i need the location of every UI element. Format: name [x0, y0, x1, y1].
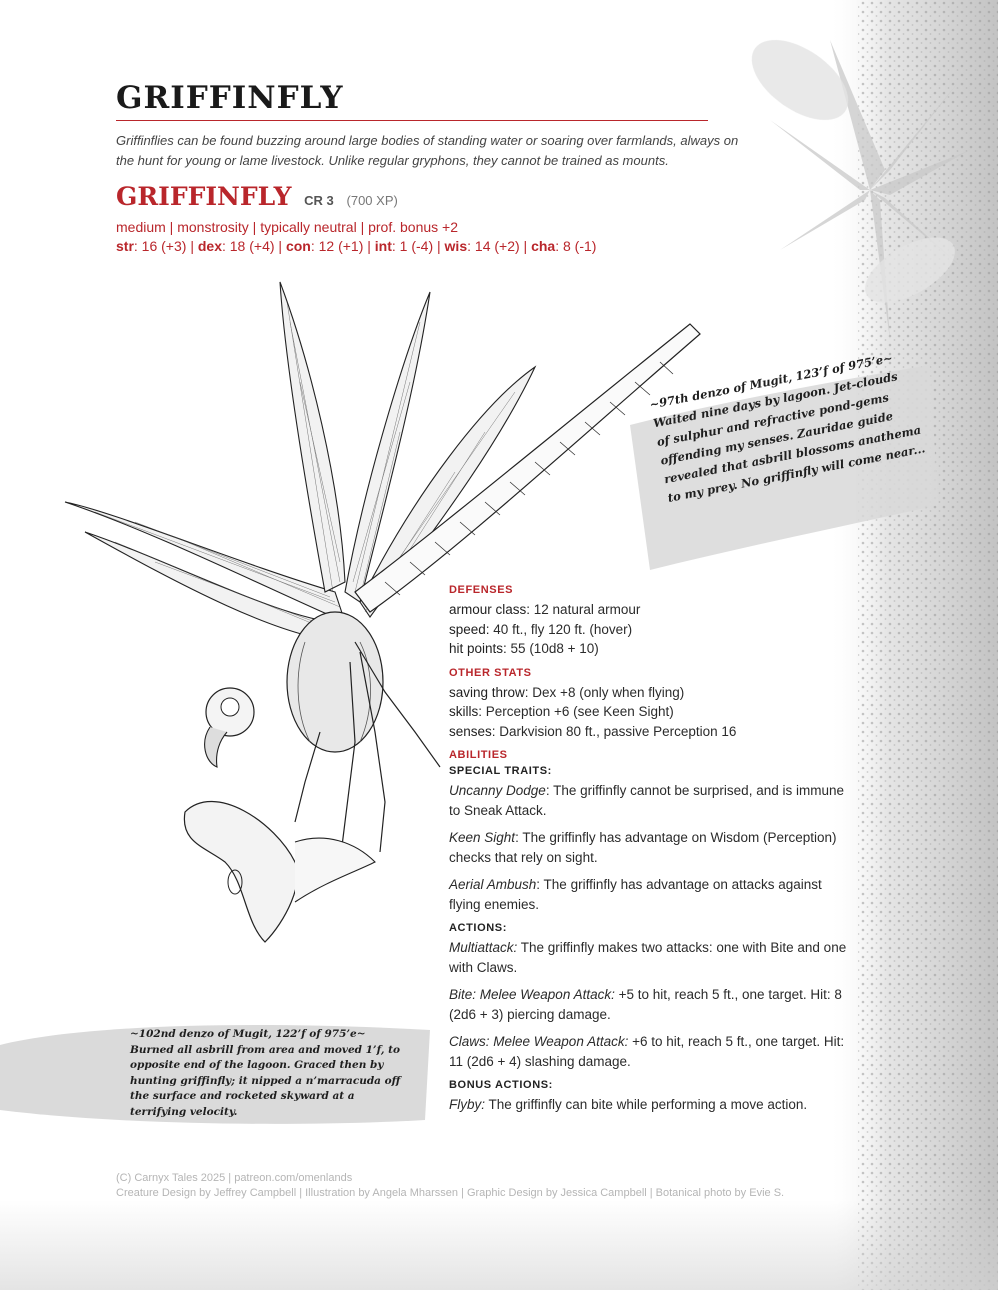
- hit-points: [449, 639, 849, 659]
- action-text: The griffinfly makes two attacks: one with Bite and one with Claws.: [449, 940, 847, 975]
- page-title: GRIFFINFLY: [116, 80, 344, 116]
- ability-int-value: : 1 (-4): [391, 238, 434, 254]
- skills-value: : Perception +6 (see Keen Sight): [478, 704, 674, 719]
- actions-heading: ACTIONS:: [449, 922, 507, 934]
- abilities-heading: ABILITIES: [449, 749, 508, 761]
- senses: [449, 722, 849, 742]
- attack-type: Melee Weapon Attack:: [489, 1034, 629, 1049]
- skills: [449, 702, 849, 722]
- action-flyby: [449, 1095, 849, 1115]
- trait-name: Uncanny Dodge: [449, 783, 546, 798]
- trait-text: : The griffinfly cannot be surprised, and is immune to Sneak Attack.: [449, 783, 844, 818]
- action-bite: [449, 985, 849, 1025]
- speed-value: 40 ft., fly 120 ft. (hover): [489, 621, 633, 637]
- hp-value: 55 (10d8 + 10): [506, 641, 599, 656]
- challenge-rating: CR 3: [304, 193, 334, 208]
- title-divider: [116, 120, 708, 121]
- senses-label: senses: [449, 723, 492, 739]
- trait-name: Keen Sight: [449, 830, 516, 845]
- ability-cha-label: cha: [531, 238, 556, 254]
- ability-separator: |: [186, 238, 198, 254]
- armour-value: 12 natural armour: [530, 602, 641, 617]
- bottom-fade: [0, 1200, 998, 1290]
- statblock-title: GRIFFINFLY: [116, 182, 292, 211]
- attack-type: Melee Weapon Attack:: [476, 987, 615, 1002]
- ability-separator: |: [363, 238, 375, 254]
- armour-label: armour class:: [449, 602, 531, 617]
- action-text: +5 to hit, reach 5 ft., one target. Hit: 8 (2d6 + 3) piercing damage.: [449, 987, 842, 1022]
- statblock-details: [449, 584, 849, 1122]
- action-name: Bite:: [449, 987, 477, 1002]
- saving-value: : Dex +8 (only when flying): [524, 684, 685, 700]
- botanical-flower-decoration: [740, 20, 980, 350]
- action-text: +6 to hit, reach 5 ft., one target. Hit: 11 (2d6 + 4) slashing damage.: [449, 1034, 845, 1069]
- bonus-actions-heading: BONUS ACTIONS:: [449, 1079, 553, 1091]
- action-name: Claws:: [449, 1034, 490, 1049]
- ability-int-label: int: [374, 238, 392, 254]
- ability-scores: [116, 238, 596, 254]
- saving-throw: [449, 683, 849, 703]
- trait-uncanny-dodge: [449, 781, 849, 821]
- footer-credits: Creature Design by Jeffrey Campbell | Illustration by Angela Mharssen | Graphic Design by Jessica Campbell | Botanical photo by Evie S.: [116, 1187, 785, 1199]
- ability-con-value: : 12 (+1): [310, 238, 364, 254]
- ability-separator: |: [519, 238, 532, 254]
- trait-text: : The griffinfly has advantage on attacks against flying enemies.: [449, 877, 822, 912]
- trait-aerial-ambush: [449, 875, 849, 915]
- speed: [449, 620, 849, 640]
- action-multiattack: [449, 938, 849, 978]
- ability-con-label: con: [285, 238, 311, 254]
- footer-copyright: (C) Carnyx Tales 2025 | patreon.com/omenlands: [116, 1172, 353, 1184]
- trait-keen-sight: [449, 828, 849, 868]
- field-note-1: ~97th denzo of Mugit, 123’f of 975’e~ Waited nine days by lagoon. Jet-clouds of sulphur and refractive pond-gems offending my senses. Zauridae guide revealed that asbrill blossoms anathema to my prey. No griffinfly will come near...: [648, 350, 927, 505]
- action-name: Flyby:: [449, 1097, 486, 1112]
- action-text: The griffinfly can bite while performing a move action.: [485, 1097, 808, 1112]
- hp-label: hit points:: [449, 641, 507, 656]
- ability-separator: |: [433, 238, 445, 254]
- ability-separator: |: [274, 238, 286, 254]
- senses-value: : Darkvision 80 ft., passive Perception 16: [491, 723, 737, 739]
- ability-dex-value: : 18 (+4): [221, 238, 275, 254]
- experience-points: (700 XP): [346, 193, 398, 208]
- ability-wis-value: : 14 (+2): [467, 238, 520, 254]
- intro-text: Griffinflies can be found buzzing around large bodies of standing water or soaring over farmlands, always on the hunt for young or lame livestock. Unlike regular gryphons, they cannot be trained as mounts.: [116, 133, 739, 168]
- trait-text: : The griffinfly has advantage on Wisdom (Perception) checks that rely on sight.: [449, 830, 837, 865]
- special-traits-heading: SPECIAL TRAITS:: [449, 765, 552, 777]
- action-name: Multiattack:: [449, 940, 518, 955]
- defenses-heading: DEFENSES: [449, 584, 514, 596]
- trait-name: Aerial Ambush: [449, 877, 537, 892]
- other-stats-heading: OTHER STATS: [449, 666, 532, 679]
- action-claws: [449, 1032, 849, 1072]
- saving-label: saving throw: [449, 684, 525, 700]
- statblock-name: [116, 182, 398, 211]
- footer: [116, 1171, 784, 1201]
- ability-str-label: str: [116, 238, 134, 254]
- ability-dex-label: dex: [197, 238, 222, 254]
- creature-type-line: medium | monstrosity | typically neutral | prof. bonus +2: [116, 219, 459, 235]
- ability-cha-value: : 8 (-1): [555, 238, 597, 254]
- speed-label: speed:: [449, 621, 490, 637]
- skills-label: skills: [449, 704, 479, 719]
- ability-wis-label: wis: [444, 238, 468, 254]
- armour-class: [449, 600, 849, 620]
- field-note-2: ~102nd denzo of Mugit, 122’f of 975’e~ Burned all asbrill from area and moved 1’f, to opposite end of the lagoon. Graced then by hunting griffinfly; it nipped a n’marracuda off the surface and rocketed skyward at a terrifying velocity.: [130, 1028, 401, 1118]
- ability-str-value: : 16 (+3): [133, 238, 187, 254]
